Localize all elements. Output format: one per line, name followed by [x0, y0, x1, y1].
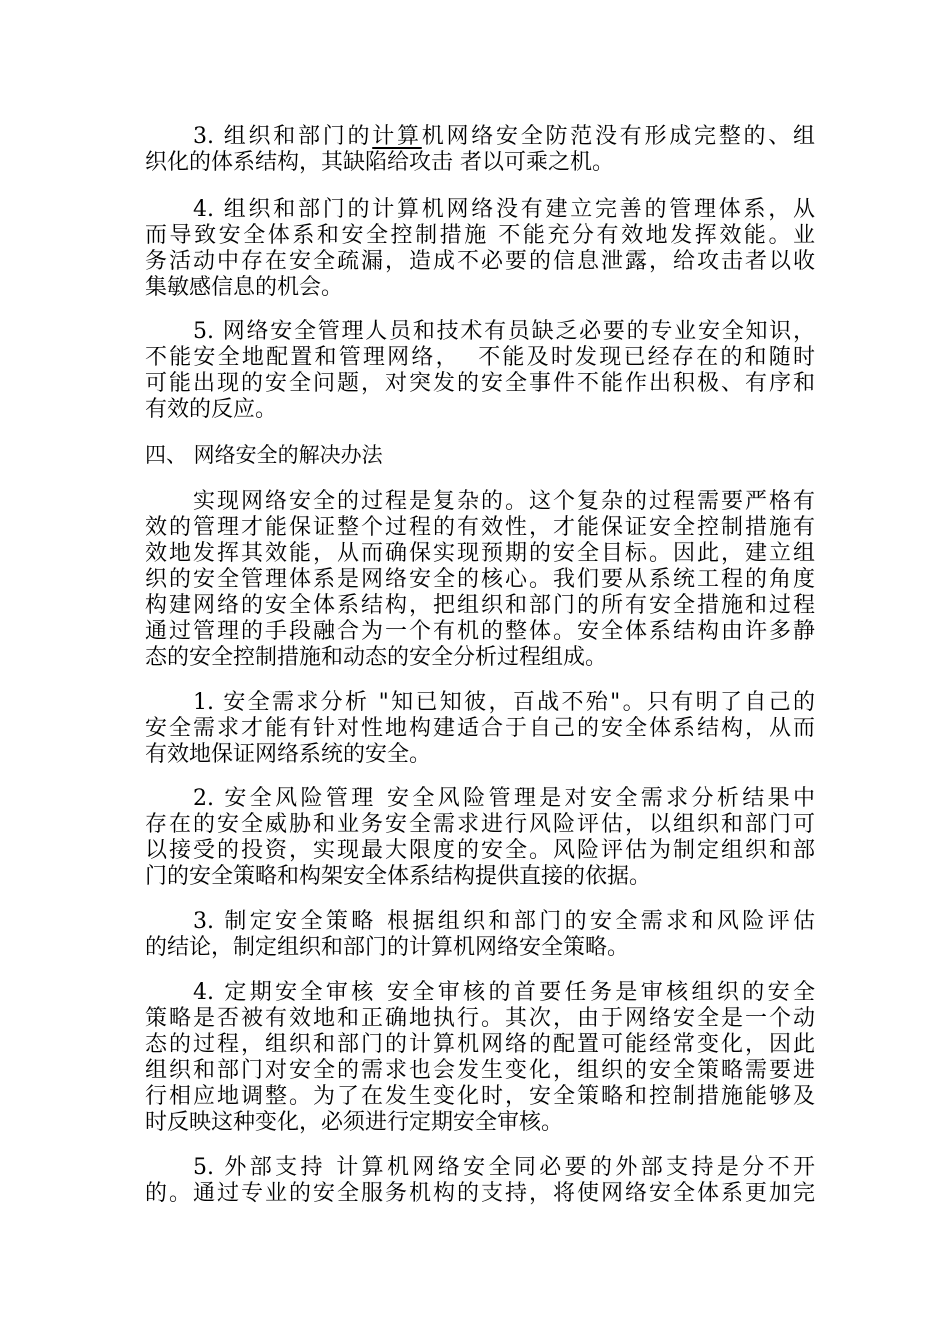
- step-2-line: 存在的安全威胁和业务安全需求进行风险评估，以组织和部门可: [145, 812, 815, 837]
- paragraph-5-line: 不能安全地配置和管理网络， 不能及时发现已经存在的和随时: [145, 345, 815, 370]
- step-1-line: 有效地保证网络系统的安全。: [145, 742, 432, 767]
- intro-line: 通过管理的手段融合为一个有机的整体。安全体系结构由许多静: [145, 619, 815, 644]
- paragraph-5-line: 5. 网络安全管理人员和技术有员缺乏必要的专业安全知识，: [193, 319, 815, 344]
- step-4-line: 组织和部门对安全的需求也会发生变化，组织的安全策略需要进: [145, 1058, 815, 1083]
- paragraph-4-line: 集敏感信息的机会。: [145, 275, 344, 300]
- paragraph-3-text-start: 3. 组织和部门的: [193, 124, 373, 149]
- section-heading: 四、 网络安全的解决办法: [145, 443, 383, 467]
- intro-line: 实现网络安全的过程是复杂的。这个复杂的过程需要严格有: [193, 489, 815, 514]
- paragraph-3-text-end: 机网络安全防范没有形成完整的、组: [421, 124, 815, 149]
- intro-line: 织的安全管理体系是网络安全的核心。我们要从系统工程的角度: [145, 567, 815, 592]
- paragraph-4-line: 4. 组织和部门的计算机网络没有建立完善的管理体系，从: [193, 197, 815, 222]
- computing-hyperlink[interactable]: 计算: [372, 124, 422, 149]
- step-1-line: 安全需求才能有针对性地构建适合于自己的安全体系结构，从而: [145, 716, 815, 741]
- paragraph-5-line: 有效的反应。: [145, 397, 278, 422]
- paragraph-3-line-2: 织化的体系结构，其缺陷给攻击 者以可乘之机。: [145, 150, 614, 175]
- step-4-line: 时反映这种变化，必须进行定期安全审核。: [145, 1110, 564, 1135]
- step-5-line: 的。通过专业的安全服务机构的支持，将使网络安全体系更加完: [145, 1181, 815, 1206]
- step-4-line: 策略是否被有效地和正确地执行。其次，由于网络安全是一个动: [145, 1006, 815, 1031]
- intro-line: 构建网络的安全体系结构，把组织和部门的所有安全措施和过程: [145, 593, 815, 618]
- paragraph-5-line: 可能出现的安全问题，对突发的安全事件不能作出积极、有序和: [145, 371, 815, 396]
- step-4-line: 4. 定期安全审核 安全审核的首要任务是审核组织的安全: [193, 980, 815, 1005]
- step-2-line: 2. 安全风险管理 安全风险管理是对安全需求分析结果中: [193, 786, 815, 811]
- step-3-line: 3. 制定安全策略 根据组织和部门的安全需求和风险评估: [193, 909, 815, 934]
- paragraph-4-line: 而导致安全体系和安全控制措施 不能充分有效地发挥效能。业: [145, 223, 815, 248]
- step-4-line: 态的过程，组织和部门的计算机网络的配置可能经常变化，因此: [145, 1032, 815, 1057]
- step-4-line: 行相应地调整。为了在发生变化时，安全策略和控制措施能够及: [145, 1084, 815, 1109]
- intro-line: 效地发挥其效能，从而确保实现预期的安全目标。因此，建立组: [145, 541, 815, 566]
- intro-line: 态的安全控制措施和动态的安全分析过程组成。: [145, 645, 608, 670]
- paragraph-4-line: 务活动中存在安全疏漏，造成不必要的信息泄露，给攻击者以收: [145, 249, 815, 274]
- step-2-line: 以接受的投资，实现最大限度的安全。风险评估为制定组织和部: [145, 838, 815, 863]
- step-2-line: 门的安全策略和构架安全体系结构提供直接的依据。: [145, 864, 652, 889]
- step-1-line: 1. 安全需求分析 "知已知彼，百战不殆"。只有明了自己的: [193, 690, 815, 715]
- step-3-line: 的结论，制定组织和部门的计算机网络安全策略。: [145, 935, 630, 960]
- step-5-line: 5. 外部支持 计算机网络安全同必要的外部支持是分不开: [193, 1155, 815, 1180]
- intro-line: 效的管理才能保证整个过程的有效性，才能保证安全控制措施有: [145, 515, 815, 540]
- paragraph-3-line-1: [193, 124, 815, 150]
